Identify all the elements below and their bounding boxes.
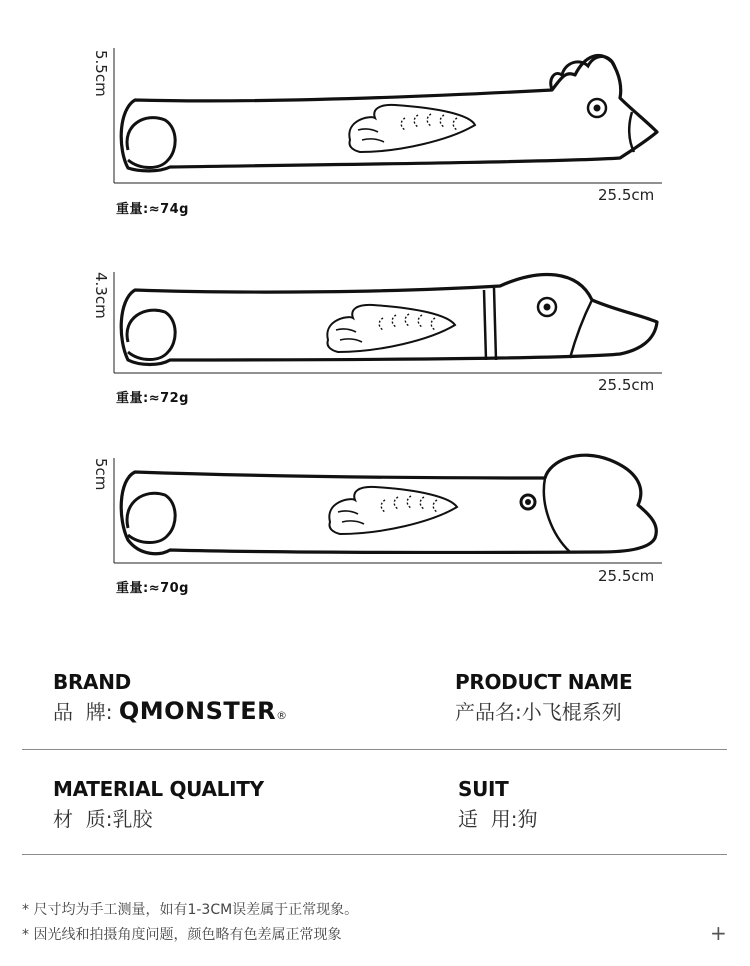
spec-material — [53, 777, 264, 832]
suit-line — [458, 803, 537, 832]
divider-top — [22, 749, 727, 750]
suit-label: 适 用: — [458, 807, 518, 831]
length-label: 25.5cm — [598, 186, 655, 204]
length-label: 25.5cm — [598, 567, 655, 585]
dimension-block-duck — [0, 230, 750, 420]
weight-label: 重量:≈74g — [116, 202, 189, 217]
plus-icon[interactable]: + — [710, 921, 727, 945]
material-title: MATERIAL QUALITY — [53, 777, 264, 801]
product-name-value: 小飞棍系列 — [521, 700, 622, 724]
weight-label: 重量:≈72g — [116, 391, 189, 406]
dimension-block-chicken — [0, 0, 750, 230]
length-label: 25.5cm — [598, 376, 655, 394]
registered-mark: ® — [276, 709, 288, 722]
material-label: 材 质: — [53, 807, 113, 831]
product-name-line — [455, 696, 632, 725]
height-label: 5cm — [92, 458, 110, 491]
suit-value: 狗 — [517, 807, 538, 831]
brand-title: BRAND — [53, 670, 131, 694]
brand-label: 品 牌: — [53, 700, 113, 724]
suit-title: SUIT — [458, 777, 509, 801]
brand-line — [53, 696, 287, 725]
spec-product-name — [455, 670, 632, 725]
weight-label: 重量:≈70g — [116, 581, 189, 596]
brand-logo: QMONSTER — [118, 697, 277, 725]
height-label: 5.5cm — [92, 50, 110, 97]
product-name-title: PRODUCT NAME — [455, 670, 633, 694]
divider-bottom — [22, 854, 727, 855]
dimension-block-dog — [0, 420, 750, 610]
note-measurement: * 尺寸均为手工测量，如有1-3CM误差属于正常现象。 — [22, 902, 359, 918]
material-line — [53, 803, 264, 832]
product-name-label: 产品名: — [455, 700, 522, 724]
spec-suit — [458, 777, 537, 832]
note-color: * 因光线和拍摄角度问题，颜色略有色差属正常现象 — [22, 927, 342, 943]
height-label: 4.3cm — [92, 272, 110, 319]
spec-brand — [53, 670, 287, 725]
material-value: 乳胶 — [112, 807, 153, 831]
